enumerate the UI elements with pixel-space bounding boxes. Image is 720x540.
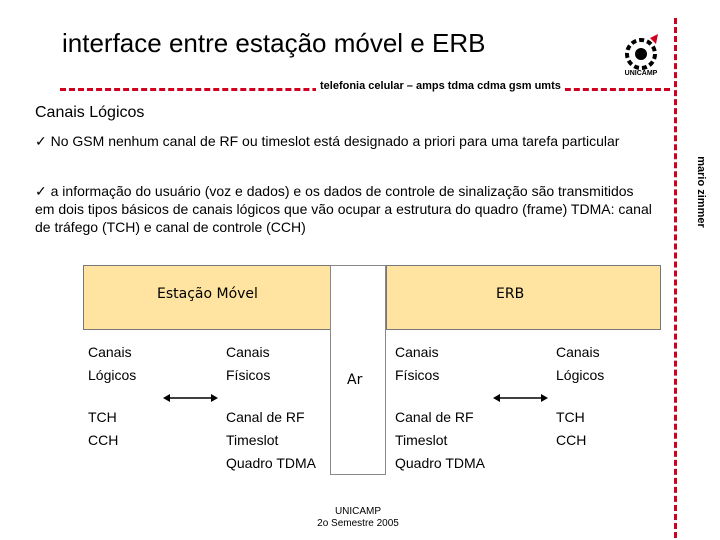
checkmark-icon: ✓ — [35, 133, 47, 149]
double-arrow-icon — [163, 393, 218, 403]
double-arrow-icon — [493, 393, 548, 403]
footer-semester: 2o Semestre 2005 — [317, 518, 399, 529]
ms-physical-frame: Quadro TDMA — [226, 455, 316, 471]
ms-logical-tch: TCH — [88, 409, 117, 425]
ms-physical-rf: Canal de RF — [226, 409, 305, 425]
checkmark-icon: ✓ — [35, 183, 47, 199]
erb-logical-header-2: Lógicos — [556, 367, 605, 383]
section-title: Canais Lógicos — [35, 104, 145, 121]
erb-physical-rf: Canal de RF — [395, 409, 474, 425]
side-divider — [674, 18, 677, 538]
bullet-text: a informação do usuário (voz e dados) e os dados de controle de sinalização são transmitidos em dois tipos básicos de canais lógicos que vão ocupar a estrutura do quadro (frame) TDMA: canal de tráfego (TCH) e canal de controle (CCH) — [35, 183, 652, 235]
ms-logical-header-1: Canais — [88, 344, 132, 360]
air-interface-panel — [330, 265, 386, 475]
erb-physical-header-2: Físicos — [395, 367, 440, 383]
slide-subtitle: telefonia celular – amps tdma cdma gsm umts — [316, 80, 565, 92]
ms-logical-cch: CCH — [88, 432, 119, 448]
ms-physical-header-1: Canais — [226, 344, 270, 360]
ms-logical-header-2: Lógicos — [88, 367, 137, 383]
erb-physical-header-1: Canais — [395, 344, 439, 360]
erb-logical-header-1: Canais — [556, 344, 600, 360]
footer — [308, 506, 408, 530]
bullet-item — [35, 182, 655, 236]
erb-label: ERB — [496, 286, 525, 302]
erb-logical-cch: CCH — [556, 432, 587, 448]
footer-institution: UNICAMP — [334, 506, 382, 517]
mobile-station-label: Estação Móvel — [157, 286, 258, 302]
erb-physical-frame: Quadro TDMA — [395, 455, 485, 471]
erb-logical-tch: TCH — [556, 409, 585, 425]
air-label: Ar — [347, 372, 363, 388]
erb-physical-timeslot: Timeslot — [395, 432, 448, 448]
bullet-text: No GSM nenhum canal de RF ou timeslot está designado a priori para uma tarefa particular — [50, 133, 620, 149]
slide-title: interface entre estação móvel e ERB — [62, 28, 486, 58]
author-label: mario zimmer — [695, 156, 707, 228]
ms-physical-header-2: Físicos — [226, 367, 271, 383]
ms-physical-timeslot: Timeslot — [226, 432, 279, 448]
logo-text: UNICAMP — [624, 70, 658, 77]
bullet-item — [35, 132, 655, 150]
